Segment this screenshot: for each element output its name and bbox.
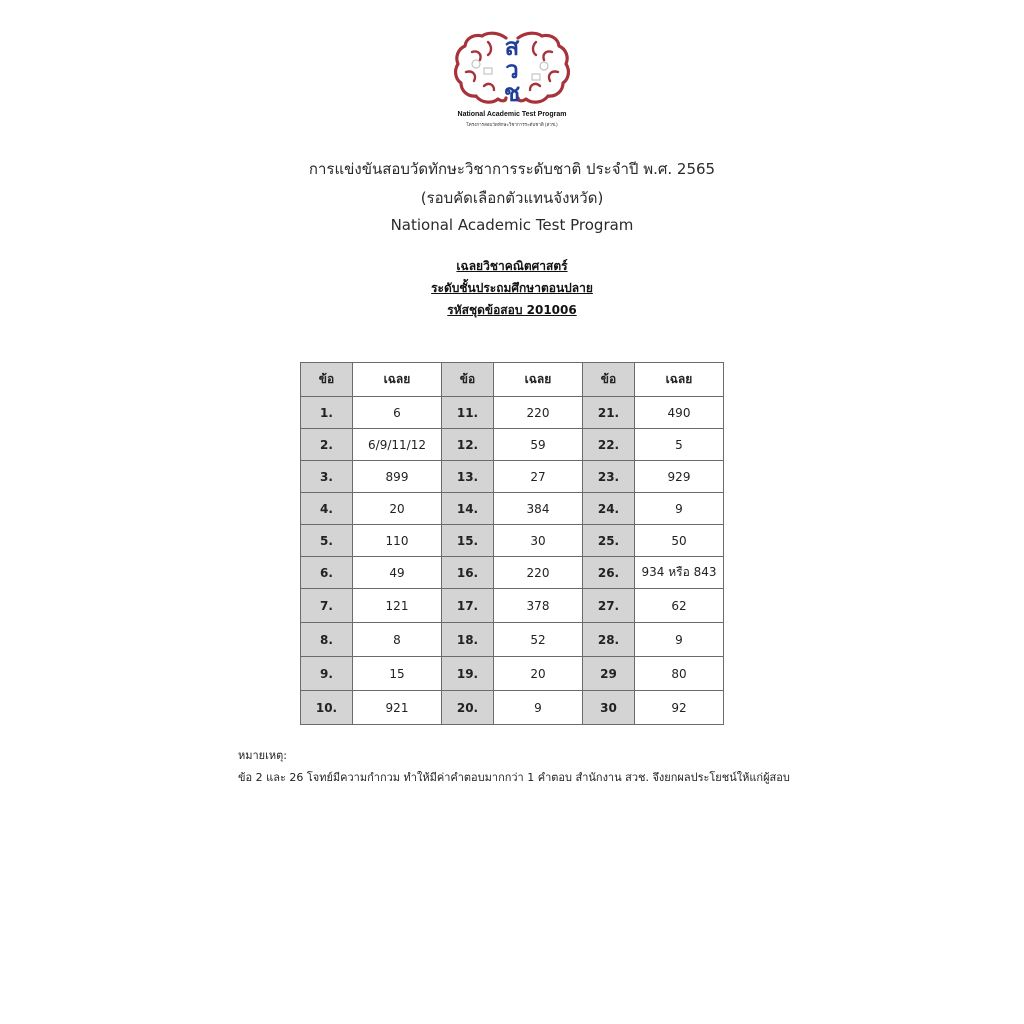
answer-value: 490 [635,397,724,429]
header-answer: เฉลย [353,363,442,397]
table-row [301,589,724,623]
answer-value: 9 [494,691,583,725]
answer-value: 921 [353,691,442,725]
question-number: 21. [583,397,635,429]
answer-value: 62 [635,589,724,623]
answer-value: 6 [353,397,442,429]
question-number: 25. [583,525,635,557]
answer-value: 110 [353,525,442,557]
question-number: 9. [301,657,353,691]
competition-title: การแข่งขันสอบวัดทักษะวิชาการระดับชาติ ประจำปี พ.ศ. 2565 [308,160,716,178]
question-number: 28. [583,623,635,657]
question-number: 23. [583,461,635,493]
answer-value: 5 [635,429,724,461]
question-number: 10. [301,691,353,725]
header-question-number: ข้อ [301,363,353,397]
question-number: 24. [583,493,635,525]
table-header-row [301,363,724,397]
header-question-number: ข้อ [583,363,635,397]
answer-value: 8 [353,623,442,657]
answer-value: 50 [635,525,724,557]
answer-value: 59 [494,429,583,461]
answer-key-table [300,362,724,725]
question-number: 17. [442,589,494,623]
question-number: 16. [442,557,494,589]
logo-caption: National Academic Test Program [457,111,567,118]
question-number: 30 [583,691,635,725]
table-row [301,557,724,589]
answer-value: 929 [635,461,724,493]
answer-value: 121 [353,589,442,623]
answer-value: 80 [635,657,724,691]
table-row [301,429,724,461]
program-title: National Academic Test Program [390,216,634,234]
header-question-number: ข้อ [442,363,494,397]
brain-logo-icon [448,28,576,112]
logo-subcaption: โครงการสอบวัดทักษะวิชาการระดับชาติ (สวช.) [466,122,558,127]
question-number: 1. [301,397,353,429]
question-number: 6. [301,557,353,589]
question-number: 22. [583,429,635,461]
header-answer: เฉลย [635,363,724,397]
answer-value: 30 [494,525,583,557]
question-number: 4. [301,493,353,525]
table-row [301,623,724,657]
answer-value: 9 [635,493,724,525]
question-number: 2. [301,429,353,461]
answer-value: 92 [635,691,724,725]
answer-value: 20 [353,493,442,525]
table-row [301,525,724,557]
logo-letter-1: ส [504,33,520,61]
answer-value: 934 หรือ 843 [635,557,724,589]
table-row [301,461,724,493]
note-label: หมายเหตุ: [238,749,287,762]
table-row [301,691,724,725]
header-answer: เฉลย [494,363,583,397]
question-number: 12. [442,429,494,461]
answer-value: 9 [635,623,724,657]
answer-value: 15 [353,657,442,691]
round-title: (รอบคัดเลือกตัวแทนจังหวัด) [420,189,604,207]
logo-letter-3: ช [503,79,521,107]
question-number: 20. [442,691,494,725]
table-row [301,493,724,525]
question-number: 8. [301,623,353,657]
logo-letter-2: ว [505,56,519,84]
note-text: ข้อ 2 และ 26 โจทย์มีความกำกวม ทำให้มีค่าคำตอบมากกว่า 1 คำตอบ สำนักงาน สวช. จึงยกผลประโยชน์ให้แก่ผู้สอบ [238,771,790,784]
question-number: 5. [301,525,353,557]
table-row [301,397,724,429]
question-number: 11. [442,397,494,429]
question-number: 19. [442,657,494,691]
answer-value: 378 [494,589,583,623]
question-number: 29 [583,657,635,691]
exam-code-heading: รหัสชุดข้อสอบ 201006 [447,303,577,317]
question-number: 27. [583,589,635,623]
answer-value: 220 [494,397,583,429]
question-number: 7. [301,589,353,623]
answer-value: 899 [353,461,442,493]
answer-value: 52 [494,623,583,657]
level-heading: ระดับชั้นประถมศึกษาตอนปลาย [431,281,593,295]
question-number: 13. [442,461,494,493]
table-row [301,657,724,691]
question-number: 26. [583,557,635,589]
question-number: 14. [442,493,494,525]
program-logo [448,28,576,136]
subject-heading: เฉลยวิชาคณิตศาสตร์ [456,259,568,273]
answer-value: 6/9/11/12 [353,429,442,461]
answer-value: 220 [494,557,583,589]
answer-value: 27 [494,461,583,493]
answer-value: 49 [353,557,442,589]
answer-value: 384 [494,493,583,525]
question-number: 18. [442,623,494,657]
question-number: 15. [442,525,494,557]
question-number: 3. [301,461,353,493]
answer-value: 20 [494,657,583,691]
